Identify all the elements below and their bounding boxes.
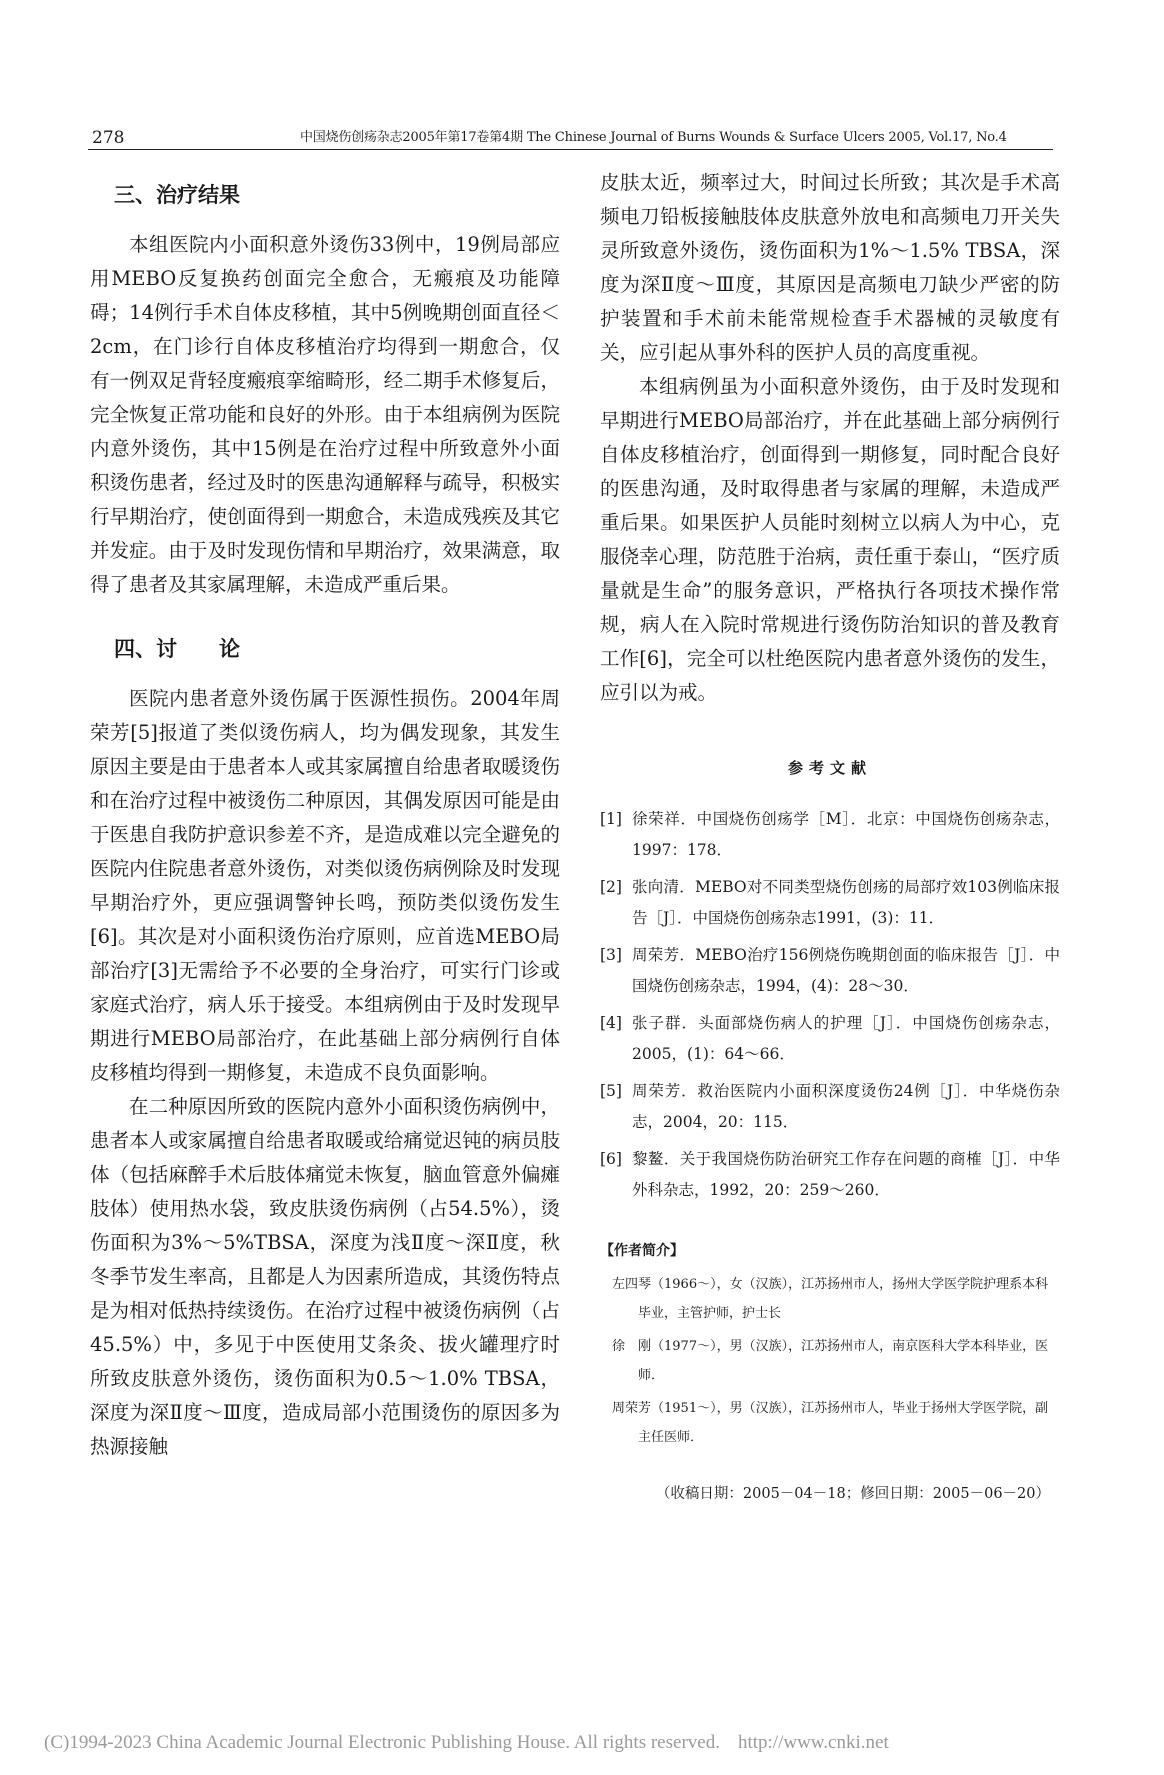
section-4-paragraph-1: 医院内患者意外烫伤属于医源性损伤。2004年周荣芳[5]报道了类似烫伤病人，均为偶发现象，其发生原因主要是由于患者本人或其家属擅自给患者取暖烫伤和在治疗过程中被烫伤二种原因，其偶发原因可能是由于医患自我防护意识参差不齐，是造成难以完全避免的医院内住院患者意外烫伤，对类似烫伤病例除及时发现早期治疗外，更应强调警钟长鸣，预防类似烫伤发生[6]。其次是对小面积烫伤治疗原则，应首选MEBO局部治疗[3]无需给予不必要的全身治疗，可实行门诊或家庭式治疗，病人乐于接受。本组病例由于及时发现早期进行MEBO局部治疗，在此基础上部分病例行自体皮移植均得到一期修复，未造成不良负面影响。: [90, 687, 560, 1084]
reference-text: 张子群．头面部烧伤病人的护理［J］．中国烧伤创疡杂志，2005，(1)：64～66．: [632, 1014, 1060, 1063]
reference-item: [600, 1076, 1060, 1138]
continued-paragraph: 皮肤太近，频率过大，时间过长所致；其次是手术高频电刀铅板接触肢体皮肤意外放电和高频电刀开关失灵所致意外烫伤，烫伤面积为1%～1.5% TBSA，深度为深Ⅱ度～Ⅲ度，其原因是高频电刀缺少严密的防护装置和手术前未能常规检查手术器械的灵敏度有关，应引起从事外科的医护人员的高度重视。: [600, 171, 1060, 364]
received-date: （收稿日期：2005－04－18；修回日期：2005－06－20）: [655, 1486, 1050, 1502]
reference-item: [600, 872, 1060, 934]
copyright-footer: [44, 1732, 907, 1754]
reference-number: [5]: [600, 1082, 622, 1100]
reference-number: [1]: [600, 810, 622, 828]
reference-number: [4]: [600, 1014, 622, 1032]
footer-url[interactable]: http://www.cnki.net: [737, 1732, 889, 1753]
copyright-text: (C)1994-2023 China Academic Journal Electronic Publishing House. All rights reserved.: [44, 1732, 720, 1753]
author-list: [600, 1270, 1060, 1452]
reference-number: [6]: [600, 1150, 622, 1168]
section-4-heading: 四、讨 论: [114, 637, 240, 661]
page-number: 278: [92, 128, 125, 148]
reference-text: 张向清．MEBO对不同类型烧伤创疡的局部疗效103例临床报告［J］．中国烧伤创疡杂志1991，(3)：11．: [632, 878, 1060, 927]
reference-item: [600, 804, 1060, 866]
reference-list: [600, 804, 1060, 1206]
reference-item: [600, 940, 1060, 1002]
section-3-heading: 三、治疗结果: [114, 183, 240, 207]
author-item: 左四琴（1966～），女（汉族），江苏扬州市人，扬州大学医学院护理系本科毕业，主管护师，护士长: [612, 1277, 1049, 1321]
references-heading: 参考文献: [787, 759, 872, 777]
reference-text: 黎鳌．关于我国烧伤防治研究工作存在问题的商榷［J］．中华外科杂志，1992，20：259～260．: [632, 1150, 1060, 1199]
author-section-heading: 【作者简介】: [600, 1243, 684, 1259]
author-item: 周荣芳（1951～），男（汉族），江苏扬州市人，毕业于扬州大学医学院，副主任医师．: [612, 1401, 1049, 1445]
reference-text: 周荣芳．救治医院内小面积深度烫伤24例［J］．中华烧伤杂志，2004，20：115．: [632, 1082, 1060, 1131]
section-4-paragraph-2: 在二种原因所致的医院内意外小面积烫伤病例中，患者本人或家属擅自给患者取暖或给痛觉迟钝的病员肢体（包括麻醉手术后肢体痛觉未恢复，脑血管意外偏瘫肢体）使用热水袋，致皮肤烫伤病例（占54.5%），烫伤面积为3%～5%TBSA，深度为浅Ⅱ度～深Ⅱ度，秋冬季节发生率高，且都是人为因素所造成，其烫伤特点是为相对低热持续烫伤。在治疗过程中被烫伤病例（占45.5%）中，多见于中医使用艾条灸、拔火罐理疗时所致皮肤意外烫伤，烫伤面积为0.5～1.0% TBSA，深度为深Ⅱ度～Ⅲ度，造成局部小范围烫伤的原因多为热源接触: [90, 1095, 560, 1458]
reference-number: [2]: [600, 878, 622, 896]
running-header: 中国烧伤创疡杂志2005年第17卷第4期 The Chinese Journal of Burns Wounds & Surface Ulcers 2005, Vol.17, No.4: [300, 130, 1007, 145]
reference-item: [600, 1144, 1060, 1206]
author-item: 徐 刚（1977～），男（汉族），江苏扬州市人，南京医科大学本科毕业，医师．: [612, 1339, 1049, 1383]
section-3-paragraph: 本组医院内小面积意外烫伤33例中，19例局部应用MEBO反复换药创面完全愈合，无瘢痕及功能障碍；14例行手术自体皮移植，其中5例晚期创面直径＜2cm，在门诊行自体皮移植治疗均得到一期愈合，仅有一例双足背轻度瘢痕挛缩畸形，经二期手术修复后，完全恢复正常功能和良好的外形。由于本组病例为医院内意外烫伤，其中15例是在治疗过程中所致意外小面积烫伤患者，经过及时的医患沟通解释与疏导，积极实行早期治疗，使创面得到一期愈合，未造成残疾及其它并发症。由于及时发现伤情和早期治疗，效果满意，取得了患者及其家属理解，未造成严重后果。: [90, 233, 560, 596]
reference-item: [600, 1008, 1060, 1070]
right-column: [600, 166, 1060, 1506]
header-rule: [88, 149, 1053, 150]
left-column: [90, 166, 560, 1464]
reference-text: 徐荣祥．中国烧伤创疡学［M］．北京：中国烧伤创疡杂志，1997：178．: [632, 810, 1060, 859]
reference-number: [3]: [600, 946, 622, 964]
conclusion-paragraph: 本组病例虽为小面积意外烫伤，由于及时发现和早期进行MEBO局部治疗，并在此基础上部分病例行自体皮移植治疗，创面得到一期修复，同时配合良好的医患沟通，及时取得患者与家属的理解，未造成严重后果。如果医护人员能时刻树立以病人为中心，克服侥幸心理，防范胜于治病，责任重于泰山，“医疗质量就是生命”的服务意识，严格执行各项技术操作常规，病人在入院时常规进行烫伤防治知识的普及教育工作[6]，完全可以杜绝医院内患者意外烫伤的发生，应引以为戒。: [600, 375, 1060, 704]
reference-text: 周荣芳．MEBO治疗156例烧伤晚期创面的临床报告［J］．中国烧伤创疡杂志，1994，(4)：28～30．: [632, 946, 1060, 995]
